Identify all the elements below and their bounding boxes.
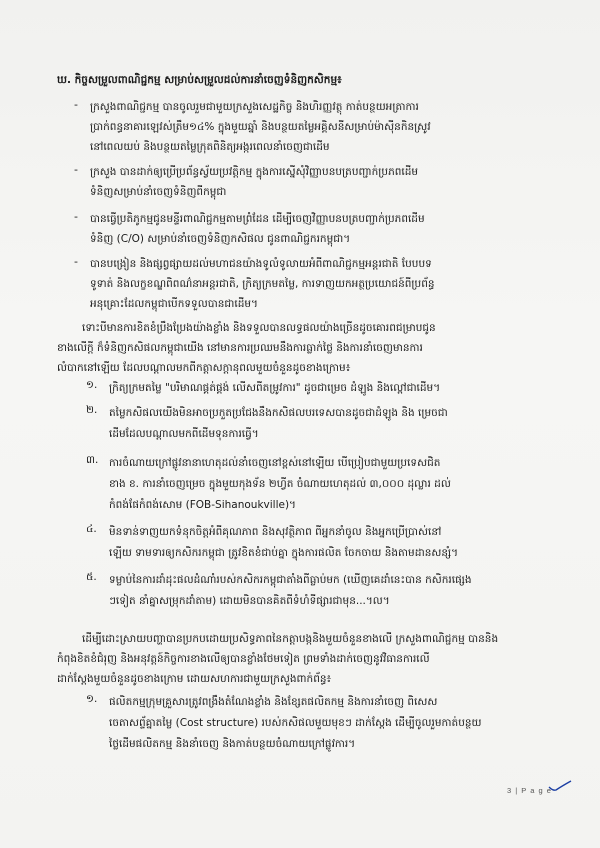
bullet-line: អនុគ្រោះដែលកម្ពុជាបើកទទួលបានជាដើម។ — [90, 298, 258, 310]
bullet-line: ក្រសួង បានដាក់ឲ្យប្រើប្រព័ន្ធស្វ័យប្រវត្តិកម្ម ក្នុងការស្នើសុំវិញ្ញាបនបត្របញ្ជាក់ប្រភពដើម — [90, 166, 419, 178]
numbered-line: ក្រិត្យក្រមតម្លៃ "បរិមាណផ្គត់ផ្គង់ លើសពីតម្រូវការ" ដូចជាម្រេច ដំឡូង និងល្ពៅជាដើម។ — [109, 382, 441, 394]
item-number: ៥. — [86, 571, 97, 583]
item-number: ៤. — [86, 523, 97, 535]
item-number: ១. — [86, 379, 98, 391]
numbered-line: ថ្លៃដើមផលិតកម្ម និងនាំចេញ និងកាត់បន្ថយចំណាយក្រៅផ្លូវការ។ — [109, 738, 356, 750]
paragraph-line: ខាងលើក្តី ក៏ទំនិញកសិផលកម្ពុជាយើង នៅមានការប្រឈមនឹងការធ្លាក់ថ្លៃ និងការនាំចេញមានការ — [57, 342, 423, 354]
paragraph-line: លំបាកនៅឡើយ ដែលបណ្តាលមកពីកត្តាសក្តានុពលមួយចំនួនដូចខាងក្រោម៖ — [57, 362, 351, 374]
section-heading: ឃ. កិច្ចសម្រួលពាណិជ្ជកម្ម សម្រាប់សម្រួលដល់ការនាំចេញទំនិញកសិកម្ម៖ — [57, 74, 342, 86]
item-number: ៣. — [86, 454, 99, 466]
paragraph-line: ទោះបីមានការខិតខំប្រឹងប្រែងយ៉ាងខ្លាំង និងទទួលបានលទ្ធផលយ៉ាងច្រើនដូចគោរពជម្រាបជូន — [82, 322, 436, 334]
numbered-line: ខាង ខ. ការនាំចេញម្រេច ក្នុងមួយកុងទ័ន ២ហ្វីត ចំណាយហេតុដល់ ៣,០០០ ដុល្លារ ដល់ — [109, 478, 451, 490]
bullet-line: ទូទាត់ និងលក្ខខណ្ឌពិពណ៌នាអន្តរជាតិ, ក្រិត្យក្រមតម្លៃ, ការទាញយកអត្ថប្រយោជន៍ពីប្រព័ន្ធ — [90, 278, 435, 290]
numbered-line: ផលិតកម្មក្រុមគ្រួសារត្រូវពង្រឹងតំណែងខ្លាំង និងខ្សែតផលិតកម្ម និងការនាំចេញ ពិសេស — [109, 696, 438, 708]
page-number-footer: 3 | P a g e — [507, 786, 552, 795]
numbered-line: កំពង់ផែកំពង់សោម (FOB-Sihanoukville)។ — [109, 499, 296, 511]
numbered-line: ឡើយ ទាមទារឲ្យកសិករកម្ពុជា ត្រូវខិតខំជាប់គ្នា ក្នុងការផលិត ចែកចាយ និងតាមដានសន្សំ។ — [109, 547, 459, 559]
bullet-line: បានធ្វើប្រតិភូកម្មជូនមន្ទីរពាណិជ្ជកម្មតាមព្រំដែន ដើម្បីចេញវិញ្ញាបនបត្របញ្ជាក់ប្រភពដើម — [90, 213, 425, 225]
bullet-line: បានបង្រៀន និងផ្សព្វផ្សាយដល់មហាជនយ៉ាងទូលំទូលាយអំពីពាណិជ្ជកម្មអន្តរជាតិ បែបបទ — [90, 258, 432, 270]
bullet-dash: - — [74, 210, 78, 223]
numbered-line: មិនទាន់ទាញយកទំនុកចិត្តអំពីគុណភាព និងសុវត្ថិភាព ពីអ្នកនាំចូល និងអ្នកប្រើប្រាស់នៅ — [109, 526, 442, 538]
bullet-line: ទំនិញសម្រាប់នាំចេញទំនិញពីកម្ពុជា — [90, 186, 227, 198]
numbered-line: ការចំណាយក្រៅផ្លូវនានាហេតុដល់នាំចេញនៅខ្ពស់នៅឡើយ បើប្រៀបជាមួយប្រទេសជិត — [109, 457, 441, 469]
numbered-line: ទម្លាប់នៃការដាំដុះផលដំណាំរបស់កសិករកម្ពុជាតាំងពីធ្លាប់មក (ឃើញគេដាំនេះបាន កសិករផ្សេង — [109, 574, 472, 586]
paragraph-line: ដាក់ស្តែងមួយចំនួនដូចខាងក្រោម ដោយសហការជាមួយក្រសួងពាក់ព័ន្ធ៖ — [57, 673, 332, 685]
bullet-dash: - — [74, 163, 78, 176]
paragraph-line: កំពុងខិតខំជំរុញ និងអនុវត្តន៍កិច្ចការខាងលើឲ្យបានខ្លាំងថែមទៀត ព្រមទាំងដាក់ចេញនូវវិធានការលើ — [57, 653, 430, 665]
bullet-line: ទំនិញ (C/O) សម្រាប់នាំចេញទំនិញកសិផល ជូនពាណិជ្ជករកម្ពុជា។ — [90, 233, 351, 245]
numbered-line: ចេតាសព្ទ័គ្នាតម្លៃ (Cost structure) របស់កសិផលមួយមុខៗ ដាក់ស្តែង ដើម្បីចូលរួមកាត់បន្ថយ — [109, 717, 482, 729]
item-number: ២. — [86, 404, 98, 416]
paragraph-line: ដើម្បីដោះស្រាយបញ្ហាបានប្រកបដោយប្រសិទ្ធភាពនៃកត្តាបង្កនិងមួយចំនួនខាងលើ ក្រសួងពាណិជ្ជកម្ម បាននិង — [82, 633, 499, 645]
bullet-dash: - — [74, 255, 78, 268]
item-number: ១. — [86, 693, 98, 705]
bullet-line: ក្រសួងពាណិជ្ជកម្ម បានចូលរួមជាមួយក្រសួងសេដ្ឋកិច្ច និងហិរញ្ញវត្ថុ កាត់បន្ថយអត្រាការ — [90, 101, 419, 113]
numbered-line: ៗទៀត នាំគ្នាសម្រុកដាំតាម) ដោយមិនបានគិតពីទំហំទីផ្សារជាមុន...។ល។ — [109, 595, 390, 607]
numbered-line: ដើមដែលបណ្តាលមកពីដើមទុនការធ្វើ។ — [109, 428, 259, 440]
numbered-line: តម្លៃកសិផលយើងមិនអាចប្រកួតប្រជែងនឹងកសិផលបរទេសបានដូចជាដំឡូង និង ម្រេចជា — [109, 407, 448, 419]
checkmark-signature-icon — [548, 780, 572, 792]
bullet-dash: - — [74, 98, 78, 111]
bullet-line: នៅពេលយប់ និងបន្ថយតម្លៃក្រុតពិនិត្យអង្ករពេលនាំចេញជាដើម — [90, 141, 330, 153]
bullet-line: ប្រាក់ពន្ធនាគារឡេវស់ត្រឹម១៤% ក្នុងមួយឆ្នាំ និងបន្ថយតម្លៃអគ្គិសនីសម្រាប់ម៉ាស៊ីនកិនស្រូវ — [90, 121, 431, 133]
